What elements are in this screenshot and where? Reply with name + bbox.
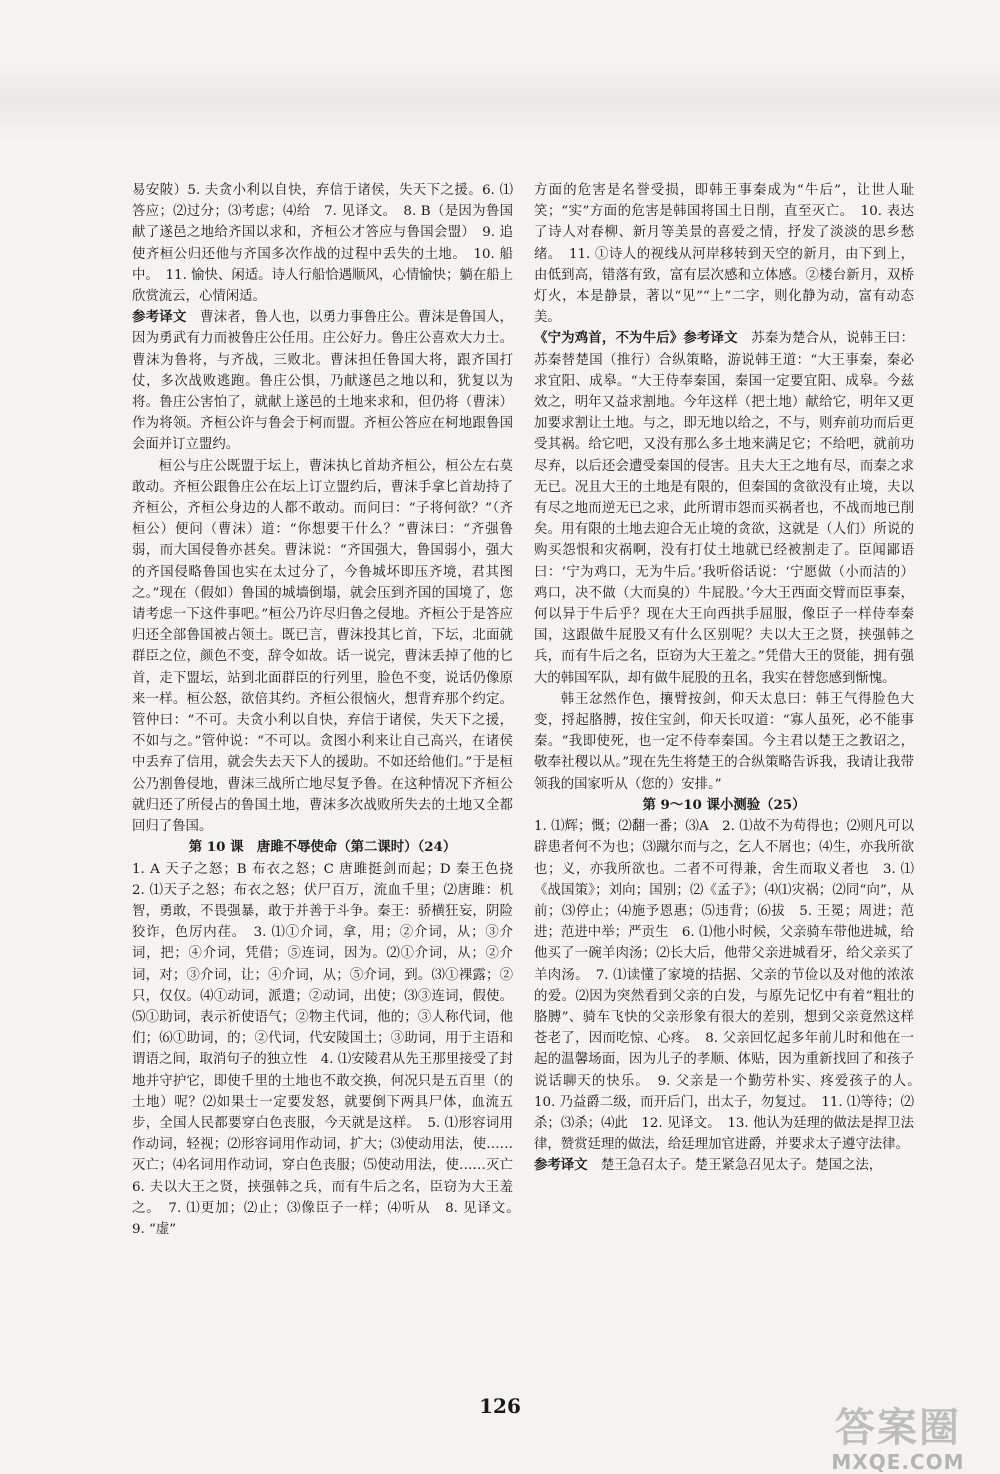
- watermark: [818, 1406, 978, 1474]
- answers-paragraph-continued: 方面的危害是名誉受损，即韩王事秦成为“牛后”，让世人耻笑；“实”方面的危害是韩国将国土日削，直至灭亡。 10. 表达了诗人对春柳、新月等美景的喜爱之情，抒发了淡淡的思乡愁绪。 11. ①诗人的视线从河岸移转到天空的新月，由下到上，由低到高，错落有致，富有层次感和立体感。②楼台新月，双桥灯火，本是静景，著以“见”“上”二字，则化静为动，富有动态美。: [534, 183, 914, 326]
- answers-paragraph-1: 易安陂）5. 夫贪小利以自快，弃信于诸侯，失天下之援。6. ⑴答应；⑵过分；⑶考虑；⑷给 7. 见译文。 8. B（是因为鲁国献了遂邑之地给齐国以求和，齐桓公才答应与鲁国会盟） 9. 追使齐桓公归还他与齐国多次作战的过程中丢失的土地。 10. 船中。 11. 愉快、闲适。诗人行船恰遇顺风，心情愉快；躺在船上欣赏流云，心情闲适。: [132, 183, 513, 305]
- translation-text: 苏秦为楚合从，说韩王曰：苏秦替楚国（推行）合纵策略，游说韩王道：“大王事秦，秦必求宜阳、成皋。“大王侍奉秦国，秦国一定要宜阳、成皋。今兹效之，明年又益求割地。今年这样（把土地）献给它，明年又更加要求割让土地。与之，即无地以给之，不与，则弃前功而后更受其祸。给它吧，又没有那么多土地来满足它；不给吧，就前功尽弃，以后还会遭受秦国的侵害。且夫大王之地有尽，而秦之求无已。况且大王的土地是有限的，但秦国的贪欲没有止境，夫以有尽之地而逆无已之求，此所谓市怨而买祸者也，不战而地已削矣。用有限的土地去迎合无止境的贪欲，这就是（人们）所说的购买怨恨和灾祸啊，没有打仗土地就已经被割走了。臣闻鄙语曰：‘宁为鸡口，无为牛后。’我听俗话说：‘宁愿做（小而洁的）鸡口，决不做（大而臭的）牛屁股。’今大王西面交臂而臣事秦，何以异于牛后乎？现在大王向西拱手屈服，像臣子一样侍奉秦国，这跟做牛屁股又有什么区别呢？夫以大王之贤，挟强韩之兵，而有牛后之名，臣窃为大王羞之。”凭借大王的贤能，拥有强大的韩国军队，却有做牛屁股的丑名，我实在替您感到惭愧。: [534, 331, 914, 686]
- translation-text: 楚王急召太子。楚王紧急召见太子。楚国之法，: [600, 1158, 883, 1174]
- translation-label: 参考译文: [534, 1157, 588, 1174]
- watermark-logo: 答案圈: [835, 1405, 961, 1451]
- translation-paragraph-ningwei: [534, 328, 914, 688]
- left-column: [132, 180, 527, 1240]
- watermark-domain: MXQE.COM: [831, 1450, 965, 1474]
- section-title-lesson-10: 第 10 课 唐雎不辱使命（第二课时）（24）: [188, 839, 457, 856]
- translation-paragraph-final: [534, 1155, 914, 1176]
- translation-label: 参考译文: [132, 309, 187, 326]
- right-column: [534, 180, 928, 1177]
- page-number: 126: [479, 1394, 521, 1418]
- translation-paragraph-2: 桓公与庄公既盟于坛上，曹沫执匕首劫齐桓公，桓公左右莫敢动。齐桓公跟鲁庄公在坛上订立盟约后，曹沫手拿匕首劫持了齐桓公，齐桓公身边的人都不敢动。而问曰：“子将何欲？”（齐桓公）便问（曹沫）道：“你想要干什么？”曹沫曰：“齐强鲁弱，而大国侵鲁亦甚矣。曹沫说：“齐国强大，鲁国弱小，强大的齐国侵略鲁国也实在太过分了，今鲁城坏即压齐境，君其图之。”现在（假如）鲁国的城墙倒塌，就会压到齐国的国境了，您请考虑一下这件事吧。”桓公乃许尽归鲁之侵地。齐桓公于是答应归还全部鲁国被占领土。既已言，曹沫投其匕首，下坛，北面就群臣之位，颜色不变，辞令如故。话一说完，曹沫丢掉了他的匕首，走下盟坛，站到北面群臣的行列里，脸色不变，说话仍像原来一样。桓公怒，欲倍其约。齐桓公很恼火，想背弃那个约定。管仲曰：“不可。夫贪小利以自快，弃信于诸侯，失天下之援，不如与之。”管仲说：“不可以。贪图小利来让自己高兴，在诸侯中丢弃了信用，就会失去天下人的援助。不如还给他们。”于是桓公乃割鲁侵地，曹沫三战所亡地尽复予鲁。在这种情况下齐桓公就归还了所侵占的鲁国土地，曹沫多次战败所失去的土地又全都回归了鲁国。: [132, 458, 513, 835]
- translation-paragraph-hanwang: 韩王忿然作色，攘臂按剑，仰天太息曰：韩王气得脸色大变，捋起胳膊，按住宝剑，仰天长叹道：“寡人虽死，必不能事秦。“我即使死，也一定不侍奉秦国。今主君以楚王之教诏之，敬奉社稷以从。”现在先生将楚王的合纵策略告诉我，我请让我带领我的国家听从（您的）安排。”: [534, 691, 914, 792]
- answers-paragraph-lesson-10: 1. A 天子之怒；B 布衣之怒；C 唐雎挺剑而起；D 秦王色挠 2. ⑴天子之怒；布衣之怒；伏尸百万，流血千里；⑵唐雎：机智，勇敢，不畏强暴，敢于并善于斗争。秦王：骄横狂妄，阴险狡诈，色厉内荏。 3. ⑴①介词，拿，用；②介词，从；③介词，把；④介词，凭借；⑤连词，因为。⑵①介词，从；②介词，对；③介词，让；④介词，从；⑤介词，到。⑶①裸露；②只，仅仅。⑷①动词，派遣；②动词，出使；⑶③连词，假使。⑸①助词，表示祈使语气；②物主代词，他的；③人称代词，他们；⑹①助词，的；②代词，代安陵国土；③助词，用于主语和谓语之间，取消句子的独立性 4. ⑴安陵君从先王那里接受了封地并守护它，即使千里的土地也不敢交换，何况只是五百里（的土地）呢？⑵如果士一定要发怒，就要倒下两具尸体，血流五步，全国人民都要穿白色丧服，今天就是这样。 5. ⑴形容词用作动词，轻视；⑵形容词用作动词，扩大；⑶使动用法，使……灭亡；⑷名词用作动词，穿白色丧服；⑸使动用法，使……灭亡 6. 夫以大王之贤，挟强韩之兵，而有牛后之名，臣窃为大王羞之。 7. ⑴更加；⑵止；⑶像臣子一样；⑷听从 8. 见译文。 9. “虚”: [132, 861, 527, 1237]
- scan-smudge: [0, 60, 1000, 140]
- translation-label: 《宁为鸡首，不为牛后》参考译文: [534, 330, 738, 347]
- translation-paragraph-1: [132, 307, 513, 455]
- answers-paragraph-quiz: 1. ⑴辉；慨；⑵翻一番；⑶A 2. ⑴故不为苟得也；⑵则凡可以辟患者何不为也；⑶蹴尔而与之，乞人不屑也；⑷生，亦我所欲也；义，亦我所欲也。二者不可得兼，舍生而取义者也 3. ⑴《战国策》；刘向；国别；⑵《孟子》；⑷⑴灾祸；⑵同“向”，从前；⑶停止；⑷施予恩惠；⑸违背；⑹拔 5. 王冕；周进；范进；范进中举；严贡生 6. ⑴他小时候，父亲骑车带他进城，给他买了一碗羊肉汤；⑵长大后，他带父亲进城看牙，给父亲买了羊肉汤。 7. ⑴读懂了家境的拮据、父亲的节俭以及对他的浓浓的爱。⑵因为突然看到父亲的白发，与原先记忆中有着“粗壮的胳膊”、骑车飞快的父亲形象有很大的差别，想到父亲竟然这样苍老了，因而吃惊、心疼。 8. 父亲回忆起多年前儿时和他在一起的温馨场面，因为儿子的孝顺、体贴，因为重新找回了和孩子说话聊天的快乐。 9. 父亲是一个勤劳朴实、疼爱孩子的人。 10. 乃益爵二级，而开后门，出太子，勿复过。 11. ⑴等待；⑵杀；⑶杀；⑷此 12. 见译文。 13. 他认为廷理的做法是捍卫法律，赞赏廷理的做法，给廷理加官进爵，并要求太子遵守法律。: [534, 819, 928, 1153]
- translation-text: 曹沫者，鲁人也，以勇力事鲁庄公。曹沫是鲁国人，因为勇武有力而被鲁庄公任用。庄公好力。鲁庄公喜欢大力士。曹沫为鲁将，与齐战，三败北。曹沫担任鲁国大将，跟齐国打仗，多次战败逃跑。鲁庄公惧，乃献遂邑之地以和，犹复以为将。鲁庄公害怕了，就献上遂邑的土地来求和，但仍将（曹沫）作为将领。齐桓公许与鲁会于柯而盟。齐桓公答应在柯地跟鲁国会面并订立盟约。: [132, 310, 514, 453]
- section-title-quiz: 第 9～10 课小测验（25）: [642, 796, 806, 813]
